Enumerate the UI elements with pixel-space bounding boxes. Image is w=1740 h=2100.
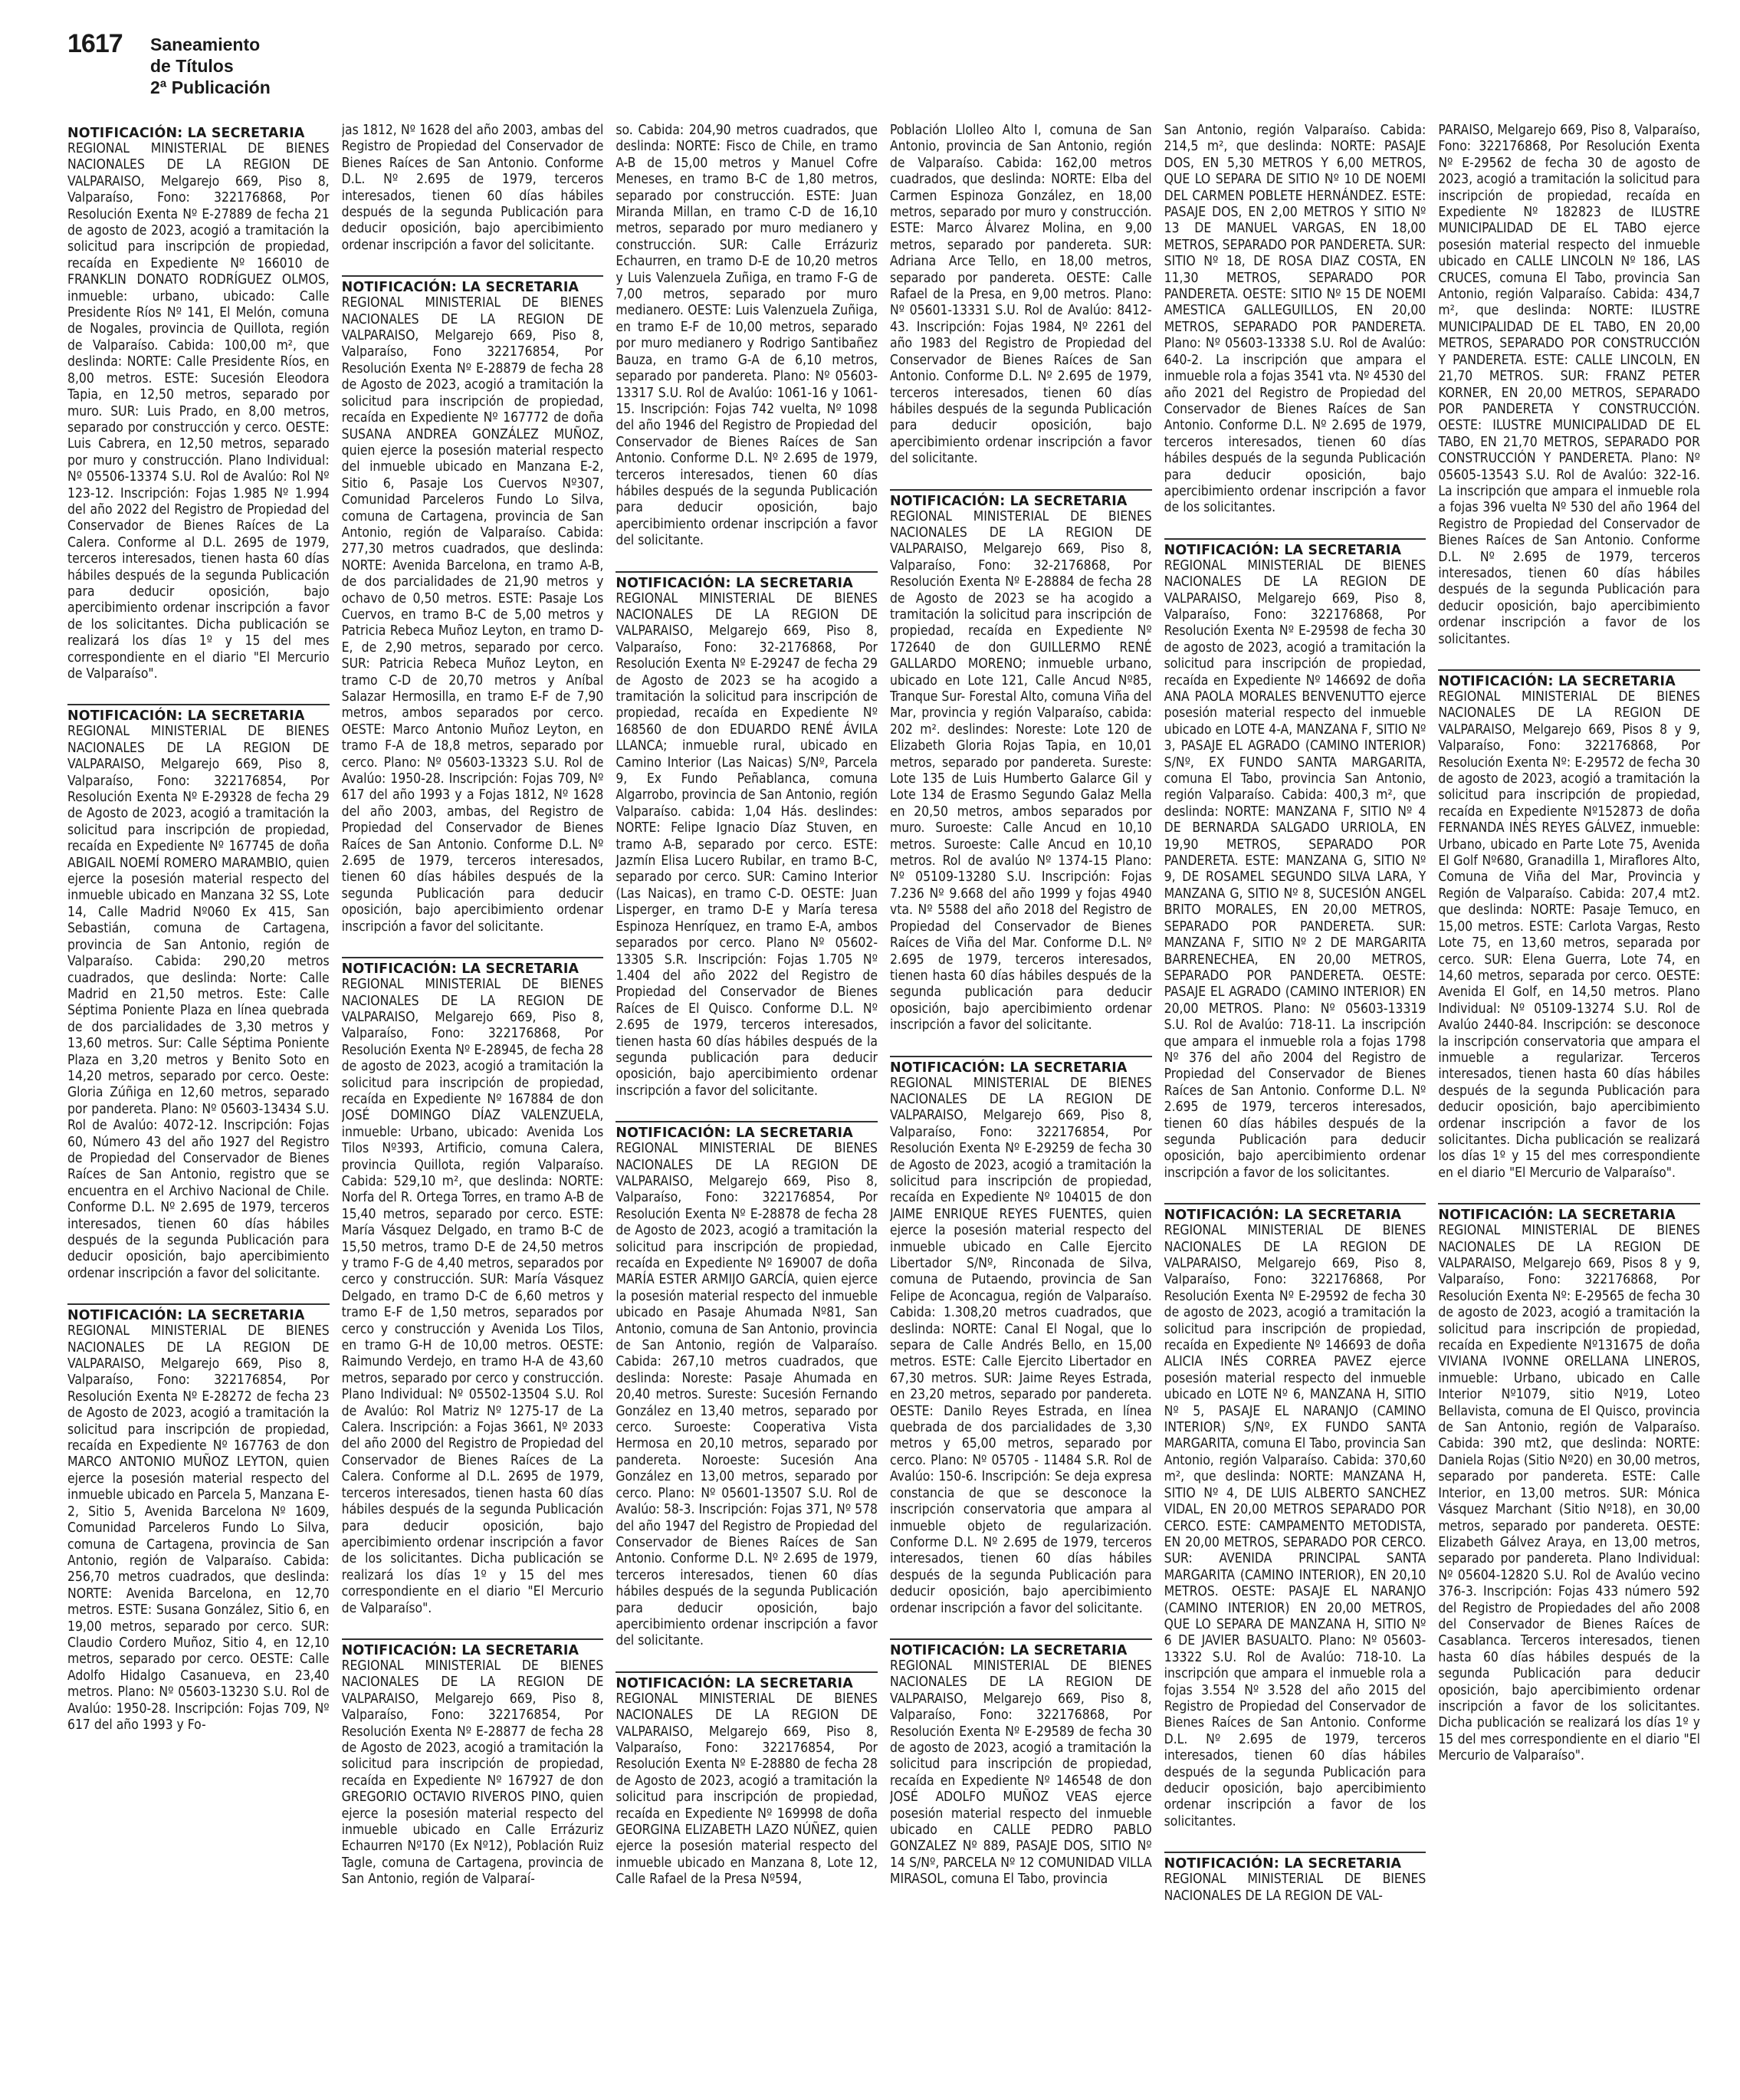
- notice: [67, 1303, 330, 1734]
- section-title: [150, 34, 271, 98]
- notice-title: NOTIFICACIÓN: LA SECRETARIA: [342, 275, 604, 295]
- notice-title: NOTIFICACIÓN: LA SECRETARIA: [342, 1638, 604, 1658]
- notice-body: San Antonio, región Valparaíso. Cabida: 214,5 m², que deslinda: NORTE: PASAJE DOS, EN 5,30 METROS Y 6,00 METROS, QUE LO SEPARA DE SITIO Nº 10 DE NOEMI DEL CARMEN POBLETE HERNÁNDEZ. ESTE: PASAJE DOS, EN 2,00 METROS Y SITIO Nº 13 DE MANUEL VARGAS, EN 18,00 METROS, SEPARADO POR PANDERETA. SUR: SITIO Nº 18, DE ROSA DIAZ COSTA, EN 11,30 METROS, SEPARADO POR PANDERETA. OESTE: SITIO Nº 15 DE NOEMI AMESTICA GALLEGUILLOS, EN 20,00 METROS, SEPARADO POR PANDERETA. Plano: Nº 05603-13338 S.U. Rol de Avalúo: 640-2. La inscripción que ampara el inmueble rola a fojas 3541 vta. Nº 4530 del año 2021 del Registro de Propiedad del Conservador de Bienes Raíces de San Antonio. Conforme D.L. Nº 2.695 de 1979, terceros interesados, tienen 60 días hábiles después de la segunda Publicación para deducir oposición, bajo apercibimiento ordenar inscripción a favor de los solicitantes.: [1164, 123, 1426, 516]
- notice-title: NOTIFICACIÓN: LA SECRETARIA: [616, 1121, 878, 1141]
- notice-body: REGIONAL MINISTERIAL DE BIENES NACIONALES DE LA REGION DE VALPARAISO, Melgarejo 669, Piso 8, Valparaíso, Fono: 32-2176868, Por Resolución Exenta Nº E-29247 de fecha 29 de Agosto de 2023 se ha acogido a tramitación la solicitud para inscripción de propiedad, recaída en Expediente Nº 168560 de don EDUARDO RENÉ ÁVILA LLANCA; inmueble rural, ubicado en Camino Interior (Las Naicas) S/Nº, Parcela 9, Ex Fundo Peñablanca, comuna Algarrobo, provincia de San Antonio, región Valparaíso. cabida: 1,04 Hás. deslindes: NORTE: Felipe Ignacio Díaz Stuven, en tramo A-B, separado por cerco. ESTE: Jazmín Elisa Lucero Rubilar, en tramo B-C, separado por cerco. SUR: Camino Interior (Las Naicas), en tramo C-D. OESTE: Juan Lisperger, en tramo D-E y María teresa Espinoza Henríquez, en tramo E-A, ambos separados por cerco. Plano Nº 05602-13305 S.R. Inscripción: Fojas 1.705 Nº 1.404 del año 2022 del Registro de Propiedad del Conservador de Bienes Raíces de El Quisco. Conforme D.L. Nº 2.695 de 1979, terceros interesados, tienen hasta 60 días hábiles después de la segunda publicación para deducir oposición, bajo apercibimiento ordenar inscripción a favor del solicitante.: [616, 590, 878, 1099]
- notice-title: NOTIFICACIÓN: LA SECRETARIA: [616, 571, 878, 591]
- notice: [1438, 669, 1700, 1181]
- notice-body: REGIONAL MINISTERIAL DE BIENES NACIONALES DE LA REGION DE VALPARAISO, Melgarejo 669, Piso 8, Valparaíso, Fono: 322176854, Por Resolución Exenta Nº E-29259 de fecha 30 de Agosto de 2023, acogió a tramitación la solicitud para inscripción de propiedad, recaída en Expediente Nº 104015 de don JAIME ENRIQUE REYES FUENTES, quien ejerce la posesión material respecto del inmueble ubicado en Calle Ejercito Libertador S/Nº, Rinconada de Silva, comuna de Putaendo, provincia de San Felipe de Aconcagua, región de Valparaíso. Cabida: 1.308,20 metros cuadrados, que deslinda: NORTE: Canal El Nogal, que lo separa de Calle Andrés Bello, en 15,00 metros. ESTE: Calle Ejercito Libertador en 67,30 metros. SUR: Jaime Reyes Estrada, en 23,20 metros, separado por pandereta. OESTE: Danilo Reyes Estrada, en línea quebrada de dos parcialidades de 3,30 metros y 65,00 metros, separado por cerco. Plano: Nº 05705 - 11484 S.R. Rol de Avalúo: 150-6. Inscripción: Se deja expresa constancia de que se desconoce la inscripción conservatoria que ampara al inmueble objeto de regularización. Conforme D.L. Nº 2.695 de 1979, terceros interesados, tienen 60 días hábiles después de la segunda Publicación para deducir oposición, bajo apercibimiento ordenar inscripción a favor del solicitante.: [889, 1075, 1152, 1616]
- notice-continuation: [890, 123, 1152, 468]
- notice: [616, 1121, 878, 1650]
- notice-body: REGIONAL MINISTERIAL DE BIENES NACIONALES DE LA REGION DE VALPARAISO, Melgarejo 669, Piso 8, Valparaíso, Fono: 322176868, Por Resolución Exenta Nº E-27889 de fecha 21 de agosto de 2023, acogió a tramitación la solicitud para inscripción de propiedad, recaída en Expediente Nº 166010 de FRANKLIN DONATO RODRÍGUEZ OLMOS, inmueble: urbano, ubicado: Calle Presidente Ríos Nº 141, El Melón, comuna de Nogales, provincia de Quillota, región de Valparaíso. Cabida: 100,00 m², que deslinda: NORTE: Calle Presidente Ríos, en 8,00 metros. ESTE: Sucesión Eleodora Tapia, en 12,50 metros, separado por muro. SUR: Luis Prado, en 8,00 metros, separado por construcción y cerco. OESTE: Luis Cabrera, en 12,50 metros, separado por muro y construcción. Plano Individual: Nº 05506-13374 S.U. Rol de Avalúo: Rol Nº 123-12. Inscripción: Fojas 1.985 Nº 1.994 del año 2022 del Registro de Propiedad del Conservador de Bienes Raíces de La Calera. Conforme al D.L. 2695 de 1979, terceros interesados, tienen hasta 60 días hábiles después de la segunda Publicación para deducir oposición, bajo apercibimiento ordenar inscripción a favor de los solicitantes. Dicha publicación se realizará los días 1º y 15 del mes correspondiente en el diario "El Mercurio de Valparaíso".: [67, 141, 330, 682]
- column-6: [1438, 123, 1700, 2085]
- notice-continuation: [616, 123, 878, 550]
- notice-title: NOTIFICACIÓN: LA SECRETARIA: [67, 704, 330, 724]
- notice-body: REGIONAL MINISTERIAL DE BIENES NACIONALES DE LA REGION DE VALPARAISO, Melgarejo 669, Piso 8, Valparaíso, Fono: 322176854, Por Resolución Exenta Nº E-28877 de fecha 28 de Agosto de 2023, acogió a tramitación la solicitud para inscripción de propiedad, recaída en Expediente Nº 167927 de don GREGORIO OCTAVIO RIVEROS PINO, quien ejerce la posesión material respecto del inmueble ubicado en Calle Errázuriz Echaurren Nº170 (Ex Nº12), Población Ruiz Tagle, comuna de Cartagena, provincia de San Antonio, región de Valparaí-: [341, 1658, 604, 1888]
- notice-title: NOTIFICACIÓN: LA SECRETARIA: [890, 1638, 1152, 1658]
- column-4: [890, 123, 1152, 2085]
- notice-continuation: [342, 123, 604, 254]
- notice: [1438, 1203, 1700, 1764]
- notices-columns: [67, 123, 1700, 2085]
- column-5: [1164, 123, 1426, 2085]
- notice-title: NOTIFICACIÓN: LA SECRETARIA: [1438, 1203, 1700, 1223]
- notice-title: NOTIFICACIÓN: LA SECRETARIA: [67, 126, 305, 141]
- notice: [67, 123, 330, 682]
- notice-body: REGIONAL MINISTERIAL DE BIENES NACIONALES DE LA REGION DE VALPARAISO, Melgarejo 669, Piso 8, Valparaíso, Fono: 322176854, Por Resolución Exenta Nº E-28878 de fecha 28 de Agosto de 2023, acogió a tramitación la solicitud para inscripción de propiedad, recaída en Expediente Nº 169007 de doña MARÍA ESTER ARMIJO GARCÍA, quien ejerce la posesión material respecto del inmueble ubicado en Pasaje Ahumada Nº81, San Antonio, comuna de San Antonio, provincia de San Antonio, región de Valparaíso. Cabida: 267,10 metros cuadrados, que deslinda: Noreste: Pasaje Ahumada en 20,40 metros. Sureste: Sucesión Fernando González en 13,40 metros, separado por cerco. Suroeste: Cooperativa Vista Hermosa en 20,10 metros, separado por pandereta. Noroeste: Sucesión Ana González en 13,00 metros, separado por cerco. Plano: Nº 05601-13507 S.U. Rol de Avalúo: 58-3. Inscripción: Fojas 371, Nº 578 del año 1947 del Registro de Propiedad del Conservador de Bienes Raíces de San Antonio. Conforme D.L. Nº 2.695 de 1979, terceros interesados, tienen 60 días hábiles después de la segunda Publicación para deducir oposición, bajo apercibimiento ordenar inscripción a favor del solicitante.: [616, 1141, 878, 1649]
- notice-body: REGIONAL MINISTERIAL DE BIENES NACIONALES DE LA REGION DE VALPARAISO, Melgarejo 669, Piso 8, Valparaíso, Fono 322176854, Por Resolución Exenta Nº E-28879 de fecha 28 de Agosto de 2023, acogió a tramitación la solicitud para inscripción de propiedad, recaída en Expediente Nº 167772 de doña SUSANA ANDREA GONZÁLEZ MUÑOZ, quien ejerce la posesión material respecto del inmueble ubicado en Manzana E-2, Sitio 6, Pasaje Los Cuervos Nº307, Comunidad Parceleros Fundo Lo Silva, comuna de Cartagena, provincia de San Antonio, región de Valparaíso. Cabida: 277,30 metros cuadrados, que deslinda: NORTE: Avenida Barcelona, en tramo A-B, de dos parcialidades de 21,90 metros y ochavo de 0,50 metros. ESTE: Pasaje Los Cuervos, en tramo B-C de 5,00 metros y Patricia Rebeca Muñoz Leyton, en tramo D-E, de 2,90 metros, separado por cerco. SUR: Patricia Rebeca Muñoz Leyton, en tramo C-D de 20,70 metros y Aníbal Salazar Hermosilla, en tramo E-F de 7,90 metros, ambos separados por cerco. OESTE: Marco Antonio Muñoz Leyton, en tramo F-A de 18,8 metros, separado por cerco. Plano: Nº 05603-13323 S.U. Rol de Avalúo: 1950-28. Inscripción: Fojas 709, Nº 617 del año 1993 y a Fojas 1812, Nº 1628 del año 2003, ambas, del Registro de Propiedad del Conservador de Bienes Raíces de San Antonio. Conforme D.L. Nº 2.695 de 1979, terceros interesados, tienen 60 días hábiles después de la segunda Publicación para deducir oposición, bajo apercibimiento ordenar inscripción a favor del solicitante.: [341, 295, 604, 935]
- notice-body: jas 1812, Nº 1628 del año 2003, ambas del Registro de Propiedad del Conservador de Bienes Raíces de San Antonio. Conforme D.L. Nº 2.695 de 1979, terceros interesados, tienen 60 días hábiles después de la segunda Publicación para deducir oposición, bajo apercibimiento ordenar inscripción a favor del solicitante.: [341, 123, 604, 253]
- notice-body: REGIONAL MINISTERIAL DE BIENES NACIONALES DE LA REGION DE VALPARAISO, Melgarejo 669, Piso 8, Valparaíso, Fono: 322176854, Por Resolución Exenta Nº E-28880 de fecha 28 de Agosto de 2023, acogió a tramitación la solicitud para inscripción de propiedad, recaída en Expediente Nº 169998 de doña GEORGINA ELIZABETH LAZO NÚÑEZ, quien ejerce la posesión material respecto del inmueble ubicado en Manzana 8, Lote 12, Calle Rafael de la Presa Nº594,: [616, 1691, 878, 1888]
- notice-body: REGIONAL MINISTERIAL DE BIENES NACIONALES DE LA REGION DE VALPARAISO, Melgarejo 669, Pisos 8 y 9, Valparaíso, Fono: 322176868, Por Resolución Exenta Nº: E-29565 de fecha 30 de agosto de 2023, acogió a tramitación la solicitud para inscripción de propiedad, recaída en Expediente Nº131675 de doña VIVIANA IVONNE ORELLANA LINEROS, inmueble: Urbano, ubicado en Calle Interior Nº1079, sitio Nº19, Loteo Bellavista, comuna de El Quisco, provincia de San Antonio, región de Valparaíso. Cabida: 390 mt2, que deslinda: NORTE: Daniela Rojas (Sitio Nº20) en 30,00 metros, separado por pandereta. ESTE: Calle Interior, en 13,00 metros. SUR: Mónica Vásquez Marchant (Sitio Nº18), en 30,00 metros, separado por pandereta. OESTE: Elizabeth Gálvez Araya, en 13,00 metros, separado por pandereta. Plano Individual: Nº 05604-12820 S.U. Rol de Avalúo vecino 376-3. Inscripción: Fojas 433 número 592 del Registro de Propiedades del año 2008 del Conservador de Bienes Raíces de Casablanca. Terceros interesados, tienen hasta 60 días hábiles después de la segunda Publicación para deducir oposición, bajo apercibimiento ordenar inscripción a favor de los solicitantes. Dicha publicación se realizará los días 1º y 15 del mes correspondiente en el diario "El Mercurio de Valparaíso".: [1438, 1223, 1700, 1764]
- notice-title: NOTIFICACIÓN: LA SECRETARIA: [1438, 669, 1700, 689]
- notice: [1164, 1203, 1426, 1830]
- notice-body: REGIONAL MINISTERIAL DE BIENES NACIONALES DE LA REGION DE VALPARAISO, Melgarejo 669, Piso 8, Valparaíso, Fono: 322176854, Por Resolución Exenta Nº E-28272 de fecha 23 de Agosto de 2023, acogió a tramitación la solicitud para inscripción de propiedad, recaída en Expediente Nº 167763 de don MARCO ANTONIO MUÑOZ LEYTON, quien ejerce la posesión material respecto del inmueble ubicado en Parcela 5, Manzana E-2, Sitio 5, Avenida Barcelona Nº 1609, Comunidad Parceleros Fundo Lo Silva, comuna de Cartagena, provincia de San Antonio, región de Valparaíso. Cabida: 256,70 metros cuadrados, que deslinda: NORTE: Avenida Barcelona, en 12,70 metros. ESTE: Susana González, Sitio 6, en 19,00 metros, separado por cerco. SUR: Claudio Cordero Muñoz, Sitio 4, en 12,10 metros, separado por cerco. OESTE: Calle Adolfo Hidalgo Casanueva, en 23,40 metros. Plano: Nº 05603-13230 S.U. Rol de Avalúo: 1950-28. Inscripción: Fojas 709, Nº 617 del año 1993 y Fo-: [67, 1323, 330, 1733]
- notice: [342, 957, 604, 1617]
- notice: [890, 489, 1152, 1034]
- notice: [342, 275, 604, 935]
- notice-continuation: [1164, 123, 1426, 517]
- notice-title: NOTIFICACIÓN: LA SECRETARIA: [616, 1671, 878, 1691]
- notice-body: REGIONAL MINISTERIAL DE BIENES NACIONALES DE LA REGION DE VALPARAISO, Melgarejo 669, Piso 8, Valparaíso, Fono: 322176868, Por Resolución Exenta Nº E-29589 de fecha 30 de agosto de 2023, acogió a tramitación la solicitud para inscripción de propiedad, recaída en Expediente Nº 146548 de don JOSÉ ADOLFO MUÑOZ VEAS ejerce posesión material respecto del inmueble ubicado en CALLE PEDRO PABLO GONZALEZ Nº 889, PASAJE DOS, SITIO Nº 14 S/Nº, PARCELA Nº 12 COMUNIDAD VILLA MIRASOL, comuna El Tabo, provincia: [889, 1658, 1152, 1888]
- notice-body: PARAISO, Melgarejo 669, Piso 8, Valparaíso, Fono: 322176868, Por Resolución Exenta Nº E-29562 de fecha 30 de agosto de 2023, acogió a tramitación la solicitud para inscripción de propiedad, recaída en Expediente Nº 182823 de ILUSTRE MUNICIPALIDAD DE EL TABO ejerce posesión material respecto del inmueble ubicado en CALLE LINCOLN Nº 186, LAS CRUCES, comuna El Tabo, provincia San Antonio, región Valparaíso. Cabida: 434,7 m², que deslinda: NORTE: ILUSTRE MUNICIPALIDAD DE EL TABO, EN 20,00 METROS, SEPARADO POR CONSTRUCCIÓN Y PANDERETA. ESTE: CALLE LINCOLN, EN 21,70 METROS. SUR: FRANZ PETER KORNER, EN 20,00 METROS, SEPARADO POR PANDERETA Y CONSTRUCCIÓN. OESTE: ILUSTRE MUNICIPALIDAD DE EL TABO, EN 21,70 METROS, SEPARADO POR CONSTRUCCIÓN Y PANDERETA. Plano: Nº 05605-13543 S.U. Rol de Avalúo: 322-16. La inscripción que ampara el inmueble rola a fojas 396 vuelta Nº 530 del año 1964 del Registro de Propiedad del Conservador de Bienes Raíces de San Antonio. Conforme D.L. Nº 2.695 de 1979, terceros interesados, tienen 60 días hábiles después de la segunda Publicación para deducir oposición, bajo apercibimiento ordenar inscripción a favor de los solicitantes.: [1438, 123, 1700, 647]
- notice-body: REGIONAL MINISTERIAL DE BIENES NACIONALES DE LA REGION DE VALPARAISO, Melgarejo 669, Piso 8, Valparaíso, Fono: 322176868, Por Resolución Exenta Nº E-29598 de fecha 30 de agosto de 2023, acogió a tramitación la solicitud para inscripción de propiedad, recaída en Expediente Nº 146692 de doña ANA PAOLA MORALES BENVENUTTO ejerce posesión material respecto del inmueble ubicado en LOTE 4-A, MANZANA F, SITIO Nº 3, PASAJE EL AGRADO (CAMINO INTERIOR) S/Nº, EX FUNDO SANTA MARGARITA, comuna El Tabo, provincia San Antonio, región Valparaíso. Cabida: 400,3 m², que deslinda: NORTE: MANZANA F, SITIO Nº 4 DE BERNARDA SALGADO URRIOLA, EN 19,90 METROS, SEPARADO POR PANDERETA. ESTE: MANZANA G, SITIO Nº 9, DE ROSAMEL SEGUNDO SILVA LARA, Y MANZANA G, SITIO Nº 8, SUCESIÓN ANGEL BRITO MORALES, EN 20,00 METROS, SEPARADO POR PANDERETA. SUR: MANZANA F, SITIO Nº 2 DE MARGARITA BARRENECHEA, EN 20,00 METROS, SEPARADO POR PANDERETA. OESTE: PASAJE EL AGRADO (CAMINO INTERIOR) EN 20,00 METROS. Plano: Nº 05603-13319 S.U. Rol de Avalúo: 718-11. La inscripción que ampara el inmueble rola a fojas 1798 Nº 376 del año 2004 del Registro de Propiedad del Conservador de Bienes Raíces de San Antonio. Conforme D.L. Nº 2.695 de 1979, terceros interesados, tienen 60 días hábiles después de la segunda Publicación para deducir oposición, bajo apercibimiento ordenar inscripción a favor de los solicitantes.: [1164, 557, 1426, 1181]
- notice-title: NOTIFICACIÓN: LA SECRETARIA: [1164, 538, 1426, 558]
- notice-title: NOTIFICACIÓN: LA SECRETARIA: [890, 1056, 1152, 1076]
- notice-title: NOTIFICACIÓN: LA SECRETARIA: [890, 489, 1152, 509]
- column-1: [67, 123, 330, 2085]
- notice-title: NOTIFICACIÓN: LA SECRETARIA: [67, 1303, 330, 1323]
- section-title-line: 2ª Publicación: [150, 77, 271, 97]
- column-3: [616, 123, 878, 2085]
- notice: [616, 571, 878, 1100]
- notice-body: REGIONAL MINISTERIAL DE BIENES NACIONALES DE LA REGION DE VALPARAISO, Melgarejo 669, Piso 8, Valparaíso, Fono: 322176854, Por Resolución Exenta Nº E-29328 de fecha 29 de Agosto de 2023, acogió a tramitación la solicitud para inscripción de propiedad, recaída en Expediente Nº 167745 de doña ABIGAIL NOEMÍ ROMERO MARAMBIO, quien ejerce la posesión material respecto del inmueble ubicado en Manzana 32 SS, Lote 14, Calle Madrid Nº060 Ex 415, San Sebastián, comuna de Cartagena, provincia de San Antonio, región de Valparaíso. Cabida: 290,20 metros cuadrados, que deslinda: Norte: Calle Madrid en 21,50 metros. Este: Calle Séptima Poniente Plaza en línea quebrada de dos parcialidades de 3,30 metros y 13,60 metros. Sur: Calle Séptima Poniente Plaza en 3,20 metros y Benito Soto en 14,20 metros, separado por cerco. Oeste: Gloria Zúñiga en 12,60 metros, separado por pandereta. Plano: Nº 05603-13434 S.U. Rol de Avalúo: 4072-12. Inscripción: Fojas 60, Número 43 del año 1927 del Registro de Propiedad del Conservador de Bienes Raíces de San Antonio, registro que se encuentra en el Archivo Nacional de Chile. Conforme D.L. Nº 2.695 de 1979, terceros interesados, tienen 60 días hábiles después de la segunda Publicación para deducir oposición, bajo apercibimiento ordenar inscripción a favor del solicitante.: [67, 724, 330, 1281]
- notice: [890, 1638, 1152, 1888]
- notice-body: REGIONAL MINISTERIAL DE BIENES NACIONALES DE LA REGION DE VALPARAISO, Melgarejo 669, Piso 8, Valparaíso, Fono: 322176868, Por Resolución Exenta Nº E-29592 de fecha 30 de agosto de 2023, acogió a tramitación la solicitud para inscripción de propiedad, recaída en Expediente Nº 146693 de doña ALICIA INÉS CORREA PAVEZ ejerce posesión material respecto del inmueble ubicado en LOTE Nº 6, MANZANA H, SITIO Nº 5, PASAJE EL NARANJO (CAMINO INTERIOR) S/Nº, EX FUNDO SANTA MARGARITA, comuna El Tabo, provincia San Antonio, región Valparaíso. Cabida: 370,60 m², que deslinda: NORTE: MANZANA H, SITIO Nº 4, DE LUIS ALBERTO SANCHEZ VIDAL, EN 20,00 METROS SEPARADO POR CERCO. ESTE: CAMPAMENTO METODISTA, EN 20,00 METROS, SEPARADO POR CERCO. SUR: AVENIDA PRINCIPAL SANTA MARGARITA (CAMINO INTERIOR), EN 20,10 METROS. OESTE: PASAJE EL NARANJO (CAMINO INTERIOR) EN 20,00 METROS, QUE LO SEPARA DE MANZANA H, SITIO Nº 6 DE JAVIER BASUALTO. Plano: Nº 05603-13322 S.U. Rol de Avalúo: 718-10. La inscripción que ampara el inmueble rola a fojas 3.554 Nº 3.528 del año 2015 del Registro de Propiedad del Conservador de Bienes Raíces de San Antonio. Conforme D.L. Nº 2.695 de 1979, terceros interesados, tienen 60 días hábiles después de la segunda Publicación para deducir oposición, bajo apercibimiento ordenar inscripción a favor de los solicitantes.: [1164, 1223, 1426, 1829]
- page-number: 1617: [67, 29, 123, 58]
- notice-body: REGIONAL MINISTERIAL DE BIENES NACIONALES DE LA REGION DE VALPARAISO, Melgarejo 669, Piso 8, Valparaíso, Fono: 322176868, Por Resolución Exenta Nº E-28945, de fecha 28 de agosto de 2023, acogió a tramitación la solicitud para inscripción de propiedad, recaída en Expediente Nº 167884 de don JOSÉ DOMINGO DÍAZ VALENZUELA, inmueble: Urbano, ubicado: Avenida Los Tilos Nº393, Artificio, comuna Calera, provincia Quillota, región Valparaíso. Cabida: 529,10 m², que deslinda: NORTE: Norfa del R. Ortega Torres, en tramo A-B de 15,40 metros, separado por cerco. ESTE: María Vásquez Delgado, en tramo B-C de 15,50 metros, tramo D-E de 24,50 metros y tramo F-G de 4,40 metros, separados por cerco y construcción. SUR: María Vásquez Delgado, en tramo D-C de 6,60 metros y tramo E-F de 1,50 metros, separados por cerco y construcción y Avenida Los Tilos, en tramo G-H de 10,00 metros. OESTE: Raimundo Verdejo, en tramo H-A de 43,60 metros, separado por cerco y construcción. Plano Individual: Nº 05502-13504 S.U. Rol de Avalúo: Rol Matriz Nº 1275-17 de La Calera. Inscripción: a Fojas 3661, Nº 2033 del año 2000 del Registro de Propiedad del Conservador de Bienes Raíces de La Calera. Conforme al D.L. 2695 de 1979, terceros interesados, tienen hasta 60 días hábiles después de la segunda Publicación para deducir oposición, bajo apercibimiento ordenar inscripción a favor de los solicitantes. Dicha publicación se realizará los días 1º y 15 del mes correspondiente en el diario "El Mercurio de Valparaíso".: [341, 977, 604, 1616]
- section-title-line: Saneamiento: [150, 35, 261, 54]
- notice: [67, 704, 330, 1282]
- notice-body: so. Cabida: 204,90 metros cuadrados, que deslinda: NORTE: Fisco de Chile, en tramo A-B de 15,00 metros y Manuel Cofre Meneses, en tramo B-C de 1,80 metros, separado por construcción. ESTE: Juan Miranda Millan, en tramo C-D de 16,10 metros, separado por muro medianero y construcción. SUR: Calle Errázuriz Echaurren, en tramo D-E de 10,20 metros y Luis Valenzuela Zuñiga, en tramo F-G de 7,00 metros, separado por muro medianero. OESTE: Luis Valenzuela Zuñiga, en tramo E-F de 10,00 metros, separado por muro medianero y Rodrigo Santibañez Bauza, en tramo G-A de 6,10 metros, separado por pandereta. Plano: Nº 05603-13317 S.U. Rol de Avalúo: 1061-16 y 1061-15. Inscripción: Fojas 742 vuelta, Nº 1098 del año 1946 del Registro de Propiedad del Conservador de Bienes Raíces de San Antonio. Conforme D.L. Nº 2.695 de 1979, terceros interesados, tienen 60 días hábiles después de la segunda Publicación para deducir oposición, bajo apercibimiento ordenar inscripción a favor del solicitante.: [616, 123, 878, 549]
- notice-title: NOTIFICACIÓN: LA SECRETARIA: [342, 957, 604, 977]
- notice: [890, 1056, 1152, 1617]
- notice: [1164, 538, 1426, 1181]
- notice-body: REGIONAL MINISTERIAL DE BIENES NACIONALES DE LA REGION DE VALPARAISO, Melgarejo 669, Piso 8, Valparaíso, Fono: 32-2176868, Por Resolución Exenta Nº E-28884 de fecha 28 de Agosto de 2023 se ha acogido a tramitación la solicitud para inscripción de propiedad, recaída en Expediente Nº 172640 de don GUILLERMO RENÉ GALLARDO MORENO; inmueble urbano, ubicado en Lote 121, Calle Ancud Nº85, Tranque Sur- Forestal Alto, comuna Viña del Mar, provincia y región Valparaíso, cabida: 202 m². deslindes: Noreste: Lote 120 de Elizabeth Gloria Rojas Tapia, en 10,01 metros, separado por pandereta. Sureste: Lote 135 de Luis Humberto Galarce Gil y Lote 134 de Erasmo Segundo Galaz Mella en 20,50 metros, ambos separados por muro. Suroeste: Calle Ancud en 10,10 metros. Suroeste: Calle Ancud en 10,10 metros. Rol de avalúo Nº 1374-15 Plano: Nº 05109-13280 S.U. Inscripción: Fojas 7.236 Nº 9.668 del año 1999 y fojas 4940 vta. Nº 5588 del año 2018 del Registro de Propiedad del Conservador de Bienes Raíces de Viña del Mar. Conforme D.L. Nº 2.695 de 1979, terceros interesados, tienen hasta 60 días hábiles después de la segunda publicación para deducir oposición, bajo apercibimiento ordenar inscripción a favor del solicitante.: [889, 508, 1152, 1034]
- notice: [1164, 1852, 1426, 1904]
- notice: [616, 1671, 878, 1888]
- notice-body: Población Llolleo Alto I, comuna de San Antonio, provincia de San Antonio, región de Valparaíso. Cabida: 162,00 metros cuadrados, que deslinda: NORTE: Elba del Carmen Espinoza González, en 18,00 metros, separado por muro y construcción. ESTE: Marco Álvarez Molina, en 9,00 metros, separado por pandereta. SUR: Adriana Arce Tello, en 18,00 metros, separado por pandereta. OESTE: Calle Rafael de la Presa, en 9,00 metros. Plano: Nº 05601-13331 S.U. Rol de Avalúo: 8412-43. Inscripción: Fojas 1984, Nº 2261 del año 1983 del Registro de Propiedad del Conservador de Bienes Raíces de San Antonio. Conforme D.L. Nº 2.695 de 1979, terceros interesados, tienen 60 días hábiles después de la segunda Publicación para deducir oposición, bajo apercibimiento ordenar inscripción a favor del solicitante.: [889, 123, 1152, 467]
- section-title-line: de Títulos: [150, 56, 234, 76]
- notice: [342, 1638, 604, 1888]
- notice-continuation: [1438, 123, 1700, 648]
- notice-body: REGIONAL MINISTERIAL DE BIENES NACIONALES DE LA REGION DE VAL-: [1164, 1872, 1426, 1904]
- notice-title: NOTIFICACIÓN: LA SECRETARIA: [1164, 1203, 1426, 1223]
- column-2: [342, 123, 604, 2085]
- notice-title: NOTIFICACIÓN: LA SECRETARIA: [1164, 1852, 1426, 1872]
- notice-body: REGIONAL MINISTERIAL DE BIENES NACIONALES DE LA REGION DE VALPARAISO, Melgarejo 669, Pisos 8 y 9, Valparaíso, Fono: 322176868, Por Resolución Exenta Nº: E-29572 de fecha 30 de agosto de 2023, acogió a tramitación la solicitud para inscripción de propiedad, recaída en Expediente Nº152873 de doña FERNANDA INÉS REYES GÁLVEZ, inmueble: Urbano, ubicado en Parte Lote 75, Avenida El Golf Nº680, Granadilla 1, Miraflores Alto, Comuna de Viña del Mar, Provincia y Región de Valparaíso. Cabida: 207,4 mt2. que deslinda: NORTE: Pasaje Temuco, en 15,00 metros. ESTE: Carlota Vargas, Resto Lote 75, en 13,60 metros, separada por cerco. SUR: Elena Guerra, Lote 74, en 14,60 metros, separada por cerco. OESTE: Avenida El Golf, en 14,50 metros. Plano Individual: Nº 05109-13274 S.U. Rol de Avalúo 2440-84. Inscripción: se desconoce la inscripción conservatoria que ampara el inmueble a regularizar. Terceros interesados, tienen hasta 60 días hábiles después de la segunda Publicación para deducir oposición, bajo apercibimiento ordenar inscripción a favor de los solicitantes. Dicha publicación se realizará los días 1º y 15 del mes correspondiente en el diario "El Mercurio de Valparaíso".: [1438, 689, 1700, 1181]
